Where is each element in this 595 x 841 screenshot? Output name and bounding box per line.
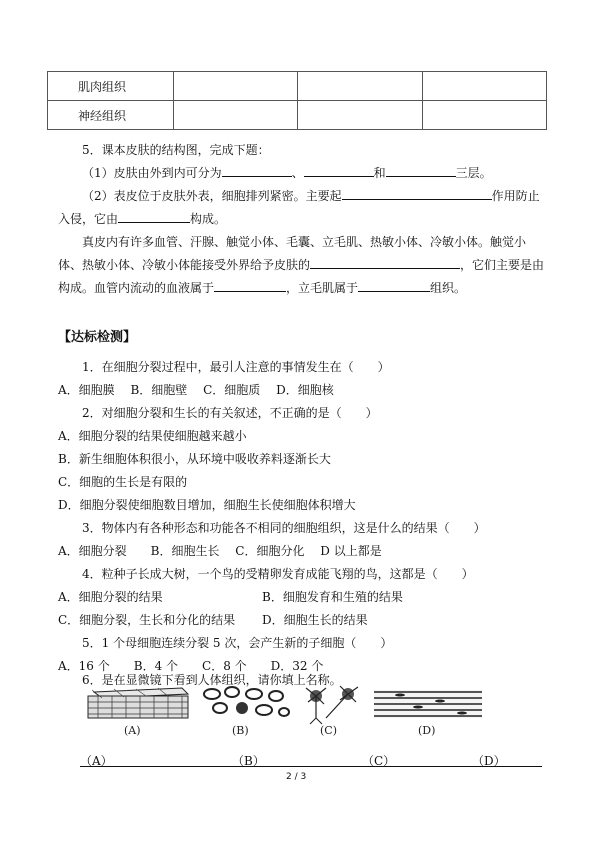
answer-label-c: （C） xyxy=(362,754,396,768)
answer-line[interactable] xyxy=(80,752,542,767)
nerve-tissue-figure xyxy=(296,684,366,736)
question-3-options: A．细胞分裂 B．细胞生长 C．细胞分化 D 以上都是 xyxy=(58,544,382,558)
question-2-option-a: A．细胞分裂的结果使细胞越来越小 xyxy=(58,429,247,443)
answer-blank[interactable] xyxy=(342,187,492,200)
text: 组织。 xyxy=(430,281,467,295)
question-5-options: A．16 个 B．4 个 C．8 个 D．32 个 xyxy=(58,659,324,673)
q5-line-4: 真皮内有许多血管、汗腺、触觉小体、毛囊、立毛肌、热敏小体、冷敏小体。触觉小 xyxy=(82,235,527,249)
question-5: 5．1 个母细胞连续分裂 5 次，会产生新的子细胞（ ） xyxy=(82,636,393,650)
question-4-option-c: C．细胞分裂，生长和分化的结果 xyxy=(58,613,236,627)
answer-blank[interactable] xyxy=(310,256,460,269)
text: ，它们主要是由 xyxy=(460,258,545,272)
answer-blank[interactable] xyxy=(386,164,456,177)
muscle-tissue-figure xyxy=(370,684,488,736)
answer-label-a: （A） xyxy=(80,754,113,768)
table-cell xyxy=(298,101,422,130)
text: （1）皮肤由外到内可分为 xyxy=(82,166,222,180)
answer-label-d: （D） xyxy=(472,754,506,768)
question-1: 1．在细胞分裂过程中，最引人注意的事情发生在（ ） xyxy=(82,360,390,374)
table-cell-name: 神经组织 xyxy=(48,101,174,130)
answer-blank[interactable] xyxy=(214,279,286,292)
section-title: 【达标检测】 xyxy=(58,330,137,345)
figure-label-b: (B) xyxy=(232,724,249,736)
table-cell xyxy=(174,101,298,130)
text: （2）表皮位于皮肤外表，细胞排列紧密。主要起 xyxy=(82,189,342,203)
page-number: 2 / 3 xyxy=(286,772,307,782)
table-cell xyxy=(422,72,546,101)
figure-label-c: (C) xyxy=(320,724,337,736)
question-4-option-b: B．细胞发育和生殖的结果 xyxy=(262,590,403,604)
table-cell xyxy=(298,72,422,101)
question-2-option-d: D．细胞分裂使细胞数目增加，细胞生长使细胞体积增大 xyxy=(58,498,356,512)
question-2: 2．对细胞分裂和生长的有关叙述，不正确的是（ ） xyxy=(82,406,378,420)
table-cell-name: 肌肉组织 xyxy=(48,72,174,101)
answer-label-b: （B） xyxy=(232,754,265,768)
text: 三层。 xyxy=(455,166,492,180)
figure-label-d: (D) xyxy=(418,724,436,736)
question-4-option-d: D．细胞生长的结果 xyxy=(262,613,368,627)
question-2-option-c: C．细胞的生长是有限的 xyxy=(58,475,188,489)
question-2-option-b: B．新生细胞体积很小，从环境中吸收养料逐渐长大 xyxy=(58,452,331,466)
text: 入侵，它由 xyxy=(58,212,119,226)
table-cell xyxy=(422,101,546,130)
blood-tissue-figure xyxy=(198,684,293,736)
tissue-table xyxy=(47,71,547,130)
answer-blank[interactable] xyxy=(222,164,292,177)
q5-line-3 xyxy=(58,210,226,227)
question-4: 4．粒种子长成大树，一个鸟的受精卵发育成能飞翔的鸟，这都是（ ） xyxy=(82,567,474,581)
epithelial-tissue-figure xyxy=(84,684,194,736)
table-row xyxy=(48,72,547,101)
question-1-options: A．细胞膜 B．细胞壁 C．细胞质 D．细胞核 xyxy=(58,383,334,397)
text: 构成。血管内流动的血液属于 xyxy=(58,281,215,295)
answer-blank[interactable] xyxy=(118,210,190,223)
text: 构成。 xyxy=(190,212,227,226)
q5-line-5 xyxy=(58,256,544,273)
text: 作用防止 xyxy=(491,189,540,203)
text: ，立毛肌属于 xyxy=(286,281,359,295)
text: 和 xyxy=(373,166,386,180)
question-6: 6．是在显微镜下看到人体组织，请你填上名称。 xyxy=(82,673,342,687)
table-cell xyxy=(174,72,298,101)
answer-blank[interactable] xyxy=(304,164,374,177)
question-3: 3．物体内有各种形态和功能各不相同的细胞组织，这是什么的结果（ ） xyxy=(82,521,486,535)
q5-line-2 xyxy=(82,187,540,204)
answer-blank[interactable] xyxy=(358,279,430,292)
text: 、 xyxy=(291,166,304,180)
figure-label-a: (A) xyxy=(124,724,141,736)
q5-line-1 xyxy=(82,164,492,181)
q5-line-6 xyxy=(58,279,466,296)
text: 体、热敏小体、冷敏小体能接受外界给予皮肤的 xyxy=(58,258,311,272)
question-4-option-a: A．细胞分裂的结果 xyxy=(58,590,163,604)
q5-title: 5．课本皮肤的结构图，完成下题： xyxy=(82,143,270,157)
table-row xyxy=(48,101,547,130)
